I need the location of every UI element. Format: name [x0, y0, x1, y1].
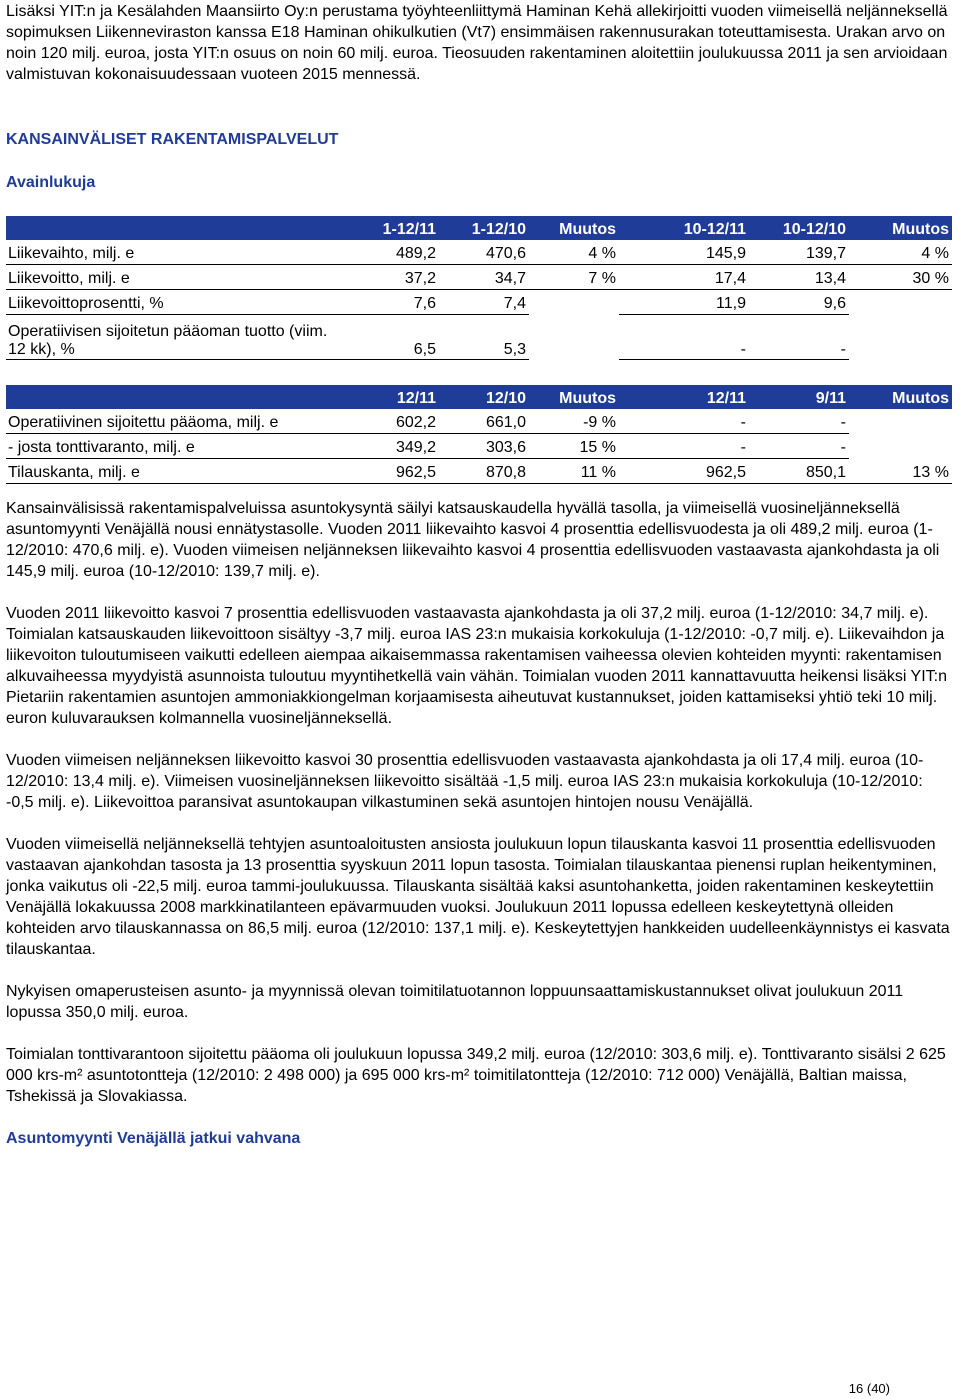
table-header-cell: 1-12/10 — [439, 216, 529, 240]
table-row — [6, 290, 952, 315]
table-row — [6, 240, 952, 265]
table-cell — [849, 315, 952, 360]
table-header-cell: 1-12/11 — [341, 216, 439, 240]
row-label: Operatiivisen sijoitetun pääoman tuotto (viim. 12 kk), % — [6, 315, 341, 360]
table-cell: - — [749, 409, 849, 434]
table-cell — [849, 409, 952, 434]
table-cell: 4 % — [849, 240, 952, 265]
table-cell: 349,2 — [341, 434, 439, 459]
table-cell — [849, 290, 952, 315]
body-paragraph: Kansainvälisissä rakentamispalveluissa asuntokysyntä säilyi katsauskaudella hyvällä tasolla, ja viimeisellä vuosineljänneksellä asuntomyynti Venäjällä nousi ennätystasolle. Vuoden 2011 liikevaihto kasvoi 4 prosenttia edellisvuodesta ja oli 489,2 milj. euroa (1-12/2010: 470,6 milj. e). Vuoden viimeisen neljänneksen liikevaihto kasvoi 4 prosenttia edellisvuoden vastaavasta ajankohdasta ja oli 145,9 milj. euroa (10-12/2010: 139,7 milj. e). — [6, 500, 940, 580]
table-header-cell: 10-12/11 — [619, 216, 749, 240]
table-row — [6, 315, 952, 360]
row-label: Operatiivinen sijoitettu pääoma, milj. e — [6, 409, 341, 434]
table-header-row — [6, 385, 952, 409]
table-cell: 7,4 — [439, 290, 529, 315]
subsection-title: Avainlukuja — [6, 174, 96, 191]
table-header-cell: 9/11 — [749, 385, 849, 409]
row-label: Liikevaihto, milj. e — [6, 240, 341, 265]
table-header-cell: 12/10 — [439, 385, 529, 409]
table-cell: 870,8 — [439, 459, 529, 484]
table-cell: -9 % — [529, 409, 619, 434]
table-cell — [849, 434, 952, 459]
table-cell: 11,9 — [619, 290, 749, 315]
table-cell: 13 % — [849, 459, 952, 484]
intro-paragraph: Lisäksi YIT:n ja Kesälahden Maansiirto Oy:n perustama työyhteenliittymä Haminan Kehä allekirjoitti vuoden viimeisellä neljänneksellä sopimuksen Liikenneviraston kanssa E18 Haminan ohikulkutien (Vt7) ensimmäisen rakennusurakan toteuttamisesta. Urakan arvo on noin 120 milj. euroa, josta YIT:n osuus on noin 60 milj. euroa. Tieosuuden rakentaminen aloitettiin joulukuussa 2011 ja sen arvioidaan valmistuvan kokonaisuudessaan vuoteen 2015 mennessä. — [6, 3, 948, 83]
table-row — [6, 434, 952, 459]
table-header-row — [6, 216, 952, 240]
table-header-cell: Muutos — [529, 385, 619, 409]
table-cell: 962,5 — [341, 459, 439, 484]
table-cell: 4 % — [529, 240, 619, 265]
table-header-cell — [6, 216, 341, 240]
table-header-cell: 10-12/10 — [749, 216, 849, 240]
closing-heading: Asuntomyynti Venäjällä jatkui vahvana — [6, 1130, 301, 1147]
table-cell: - — [619, 409, 749, 434]
key-figures-table — [6, 216, 952, 360]
table-cell: 5,3 — [439, 315, 529, 360]
row-label: Liikevoitto, milj. e — [6, 265, 341, 290]
row-label: Tilauskanta, milj. e — [6, 459, 341, 484]
section-title: KANSAINVÄLISET RAKENTAMISPALVELUT — [6, 131, 339, 148]
table-cell: - — [619, 434, 749, 459]
table-cell: 30 % — [849, 265, 952, 290]
capital-orderbook-table — [6, 385, 952, 484]
body-paragraph: Vuoden viimeisellä neljänneksellä tehtyjen asuntoaloitusten ansiosta joulukuun lopun tilauskanta kasvoi 11 prosenttia edellisvuoden vastaavan ajankohdan tasosta ja 13 prosenttia syyskuun 2011 lopun tasosta. Toimialan tilauskantaa pienensi ruplan heikentyminen, jonka vaikutus oli -22,5 milj. euroa tammi-joulukuussa. Tilauskanta sisältää kaksi asuntohanketta, joiden rakentaminen keskeytettiin Venäjällä lokakuussa 2008 markkinatilanteen epävarmuuden vuoksi. Joulukuun 2011 lopussa edelleen keskeytettynä olleiden kohteiden arvo tilauskannassa on 86,5 milj. euroa (12/2010: 137,1 milj. e). Keskeytettyjen hankkeiden uudelleenkäynnistys ei kasvata tilauskantaa. — [6, 836, 950, 958]
table-cell: 34,7 — [439, 265, 529, 290]
table-header-cell: Muutos — [849, 385, 952, 409]
table-cell: 850,1 — [749, 459, 849, 484]
table-cell: 17,4 — [619, 265, 749, 290]
body-paragraph: Vuoden 2011 liikevoitto kasvoi 7 prosenttia edellisvuoden vastaavasta ajankohdasta ja oli 37,2 milj. euroa (1-12/2010: 34,7 milj. e). Toimialan katsauskauden liikevoittoon sisältyy -3,7 milj. euroa IAS 23:n mukaisia korkokuluja (1-12/2010: -0,7 milj. e). Liikevaihdon ja liikevoiton tuloutumiseen vaikutti edelleen aiempaa aikaisemmassa rakentamisen vaiheessa olevien kohteiden myynti: rakentamisen alkuvaiheessa myydyistä asunnoista tuloutuu myyntihetkellä vain vähän. Toimialan vuoden 2011 kannattavuutta heikensi lisäksi YIT:n Pietariin rakentamien asuntojen ammoniakkiongelman korjaamisesta aiheutuvat kustannukset, joiden kattamiseksi yhtiö teki 10 milj. euron kuluvarauksen kolmannella vuosineljänneksellä. — [6, 605, 948, 727]
table-cell: 6,5 — [341, 315, 439, 360]
table-cell: 9,6 — [749, 290, 849, 315]
table-row — [6, 409, 952, 434]
body-paragraph: Toimialan tonttivarantoon sijoitettu pääoma oli joulukuun lopussa 349,2 milj. euroa (12/2010: 303,6 milj. e). Tonttivaranto sisälsi 2 625 000 krs-m² asuntotontteja (12/2010: 2 498 000) ja 695 000 krs-m² toimitilatontteja (12/2010: 712 000) Venäjällä, Baltian maissa, Tshekissä ja Slovakiassa. — [6, 1046, 946, 1105]
table-header-cell: Muutos — [529, 216, 619, 240]
table-cell: 470,6 — [439, 240, 529, 265]
table-cell: 7 % — [529, 265, 619, 290]
table-cell: - — [619, 315, 749, 360]
table-cell: 139,7 — [749, 240, 849, 265]
table-header-cell: Muutos — [849, 216, 952, 240]
table-cell: 145,9 — [619, 240, 749, 265]
table-cell: 11 % — [529, 459, 619, 484]
body-paragraph: Vuoden viimeisen neljänneksen liikevoitto kasvoi 30 prosenttia edellisvuoden vastaavasta ajankohdasta ja oli 17,4 milj. euroa (10-12/2010: 13,4 milj. e). Viimeisen vuosineljänneksen liikevoitto sisältää -1,5 milj. euroa IAS 23:n mukaisia korkokuluja (10-12/2010: -0,5 milj. e). Liikevoittoa paransivat asuntokaupan vilkastuminen sekä asuntojen hintojen nousu Venäjällä. — [6, 752, 924, 811]
table-cell — [529, 315, 619, 360]
table-cell: - — [749, 315, 849, 360]
table-header-cell — [6, 385, 341, 409]
table-cell — [529, 290, 619, 315]
table-row — [6, 459, 952, 484]
table-header-cell: 12/11 — [341, 385, 439, 409]
table-header-cell: 12/11 — [619, 385, 749, 409]
document-page — [6, 0, 952, 1149]
table-cell: 489,2 — [341, 240, 439, 265]
table-cell: 962,5 — [619, 459, 749, 484]
body-paragraph: Nykyisen omaperusteisen asunto- ja myynnissä olevan toimitilatuotannon loppuunsaattamiskustannukset olivat joulukuun 2011 lopussa 350,0 milj. euroa. — [6, 983, 904, 1021]
row-label: - josta tonttivaranto, milj. e — [6, 434, 341, 459]
table-cell: 303,6 — [439, 434, 529, 459]
table-cell: 661,0 — [439, 409, 529, 434]
table-cell: 37,2 — [341, 265, 439, 290]
table-cell: - — [749, 434, 849, 459]
page-number: 16 (40) — [848, 1381, 890, 1396]
row-label: Liikevoittoprosentti, % — [6, 290, 341, 315]
table-cell: 15 % — [529, 434, 619, 459]
table-cell: 13,4 — [749, 265, 849, 290]
table-cell: 7,6 — [341, 290, 439, 315]
table-row — [6, 265, 952, 290]
table-cell: 602,2 — [341, 409, 439, 434]
